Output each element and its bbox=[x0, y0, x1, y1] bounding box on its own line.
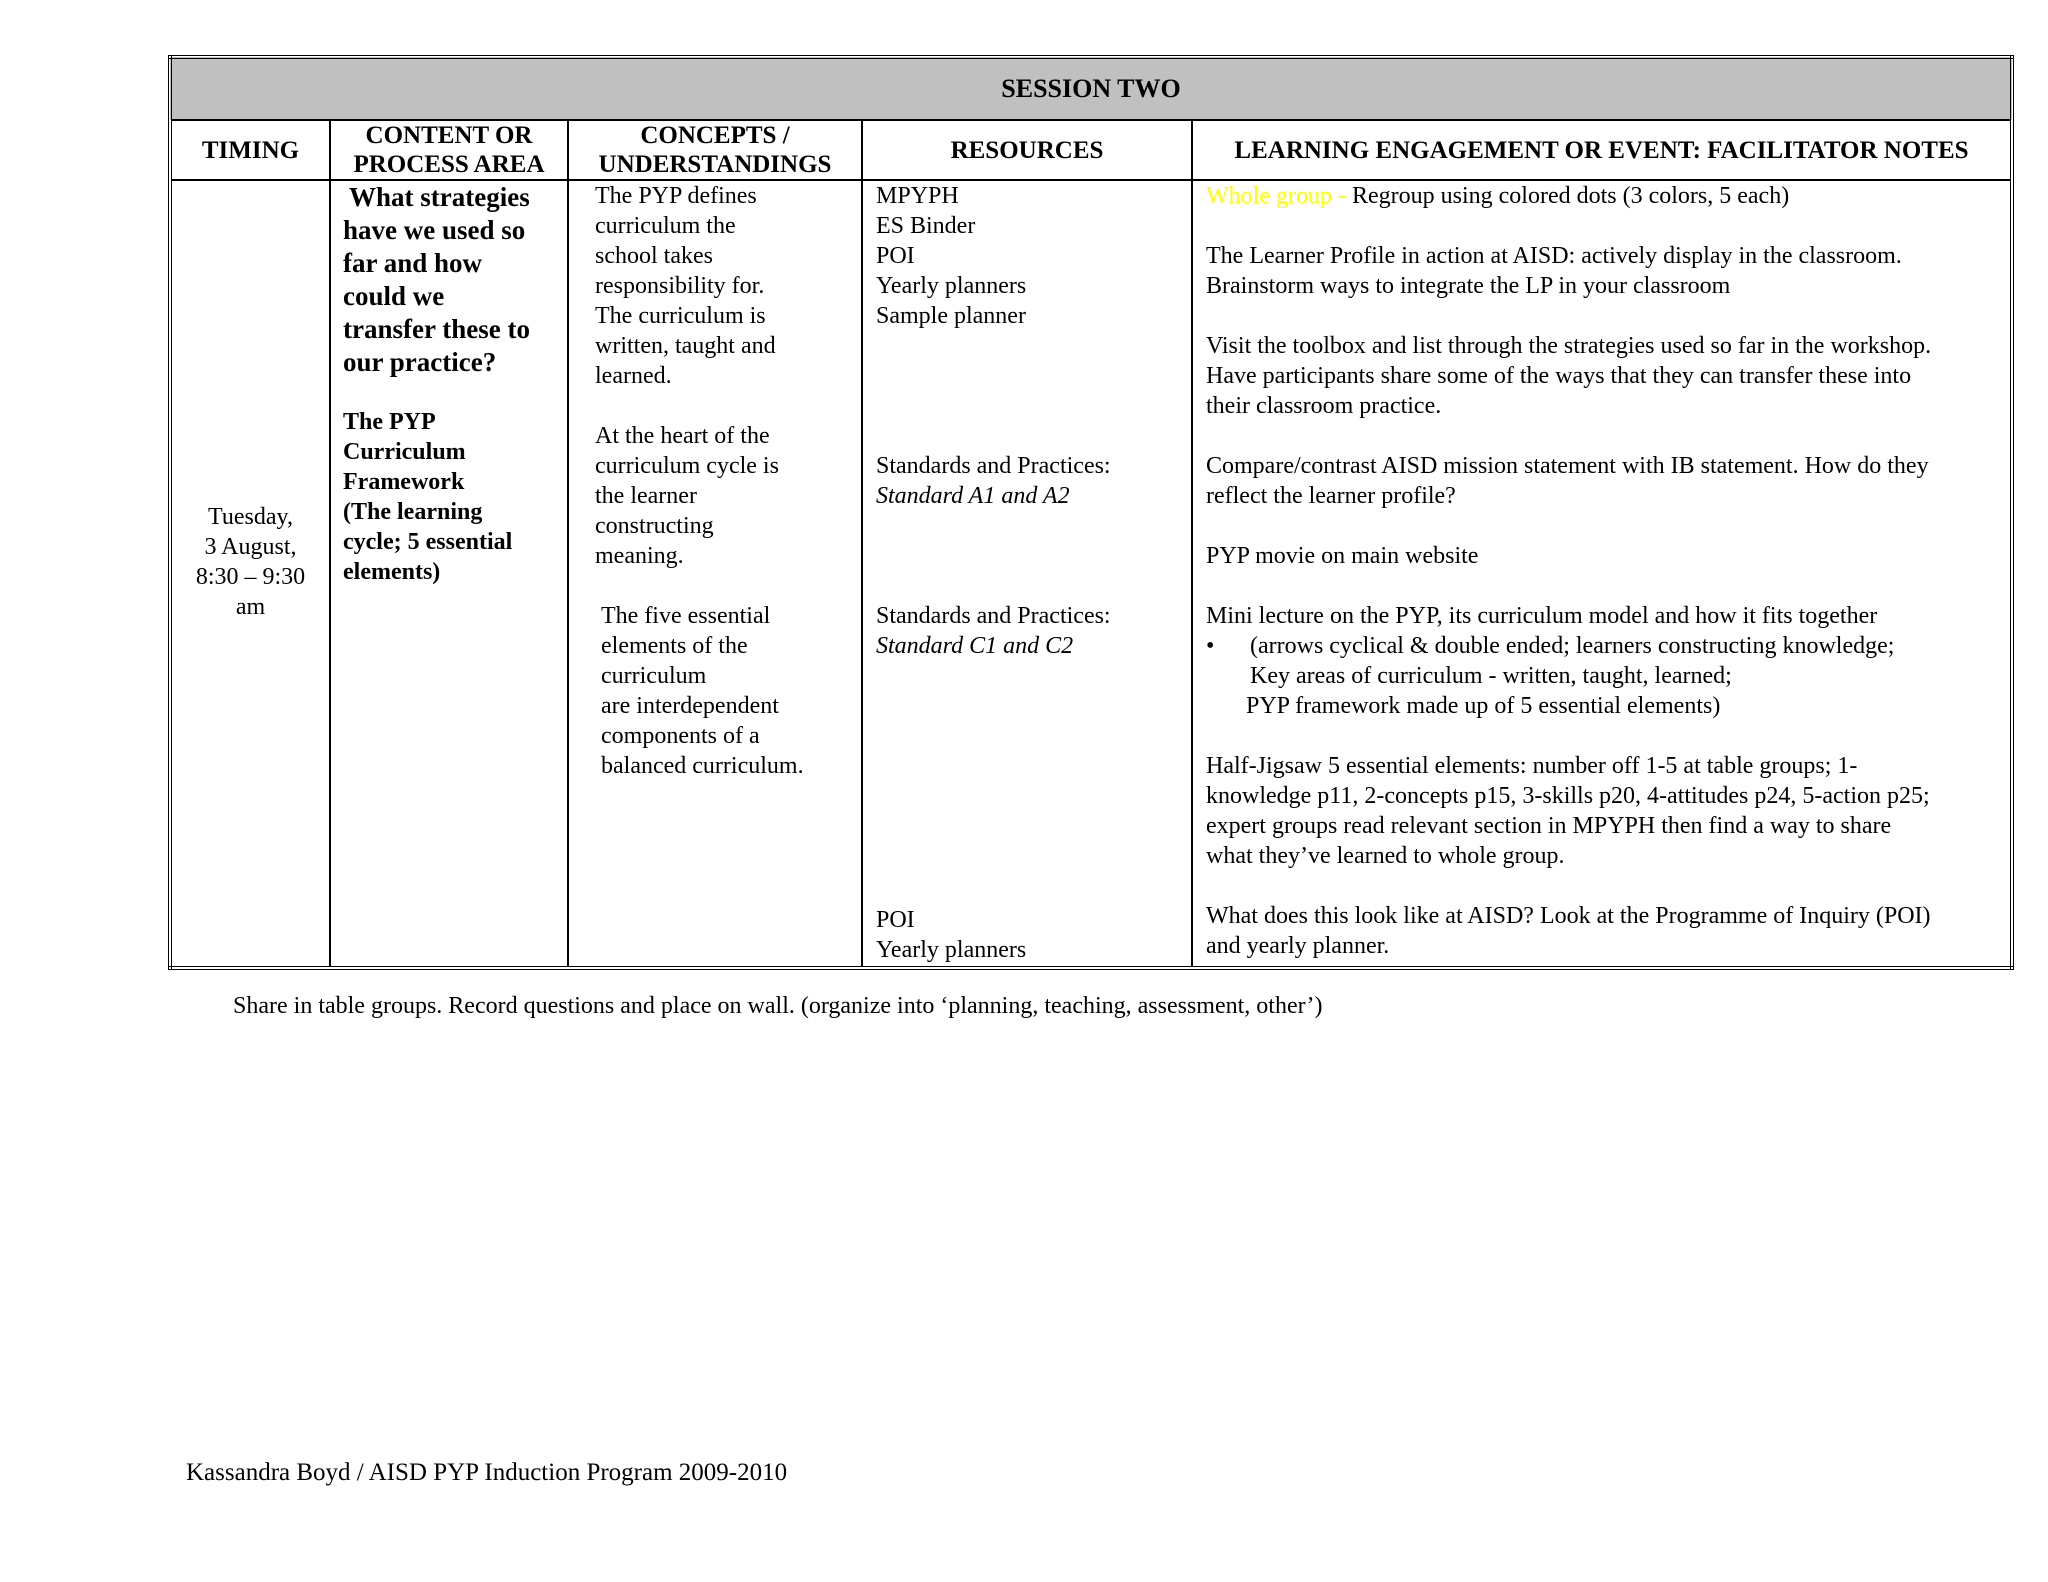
concepts-line: written, taught and bbox=[595, 333, 776, 359]
notes-text: Half-Jigsaw 5 essential elements: number off 1-5 at table groups; 1- bbox=[1206, 753, 1858, 779]
notes-text: their classroom practice. bbox=[1206, 393, 1442, 419]
notes-text: Have participants share some of the ways that they can transfer these into bbox=[1206, 363, 1912, 389]
concepts-line: curriculum the bbox=[595, 213, 736, 239]
concepts-line: The curriculum is bbox=[595, 303, 766, 329]
notes-text: Brainstorm ways to integrate the LP in your classroom bbox=[1206, 273, 1731, 299]
concepts-line: meaning. bbox=[595, 543, 684, 569]
content-question-line: have we used so bbox=[343, 215, 526, 245]
session-title: SESSION TWO bbox=[170, 57, 2012, 120]
resources-cell bbox=[862, 180, 1192, 968]
resource-item: Yearly planners bbox=[876, 273, 1027, 299]
notes-cell bbox=[1192, 180, 2012, 968]
standards-value: Standard C1 and C2 bbox=[876, 633, 1074, 659]
resource-item: MPYPH bbox=[876, 183, 959, 209]
header-content bbox=[330, 120, 568, 180]
content-framework-line: elements) bbox=[343, 559, 441, 585]
notes-text: What does this look like at AISD? Look at the Programme of Inquiry (POI) bbox=[1206, 903, 1931, 929]
bullet-icon: • bbox=[1206, 633, 1215, 659]
notes-bullet-line bbox=[1206, 631, 2000, 661]
notes-text: The Learner Profile in action at AISD: actively display in the classroom. bbox=[1206, 243, 1902, 269]
header-concepts-line1: CONCEPTS / bbox=[640, 122, 790, 149]
content-framework-line: (The learning bbox=[343, 499, 483, 525]
header-content-line1: CONTENT OR bbox=[365, 122, 533, 149]
concepts-block-2 bbox=[595, 421, 853, 571]
header-concepts-line2: UNDERSTANDINGS bbox=[598, 151, 832, 178]
notes-text: what they’ve learned to whole group. bbox=[1206, 843, 1565, 869]
header-resources: RESOURCES bbox=[862, 120, 1192, 180]
notes-toolbox bbox=[1206, 331, 2000, 421]
header-concepts bbox=[568, 120, 862, 180]
concepts-line: learned. bbox=[595, 363, 672, 389]
content-question-line: far and how bbox=[343, 248, 483, 278]
concepts-line: the learner bbox=[595, 483, 697, 509]
header-content-line2: PROCESS AREA bbox=[353, 151, 545, 178]
content-framework bbox=[343, 407, 557, 587]
standards-value: Standard A1 and A2 bbox=[876, 483, 1070, 509]
content-question-line: our practice? bbox=[343, 347, 497, 377]
concepts-line: The PYP defines bbox=[595, 183, 757, 209]
session-table bbox=[168, 55, 2014, 970]
resource-item: POI bbox=[876, 243, 915, 269]
resource-item: ES Binder bbox=[876, 213, 976, 239]
notes-text: Regroup using colored dots (3 colors, 5 each) bbox=[1351, 183, 1790, 209]
page-footer: Kassandra Boyd / AISD PYP Induction Program 2009-2010 bbox=[186, 1459, 788, 1486]
concepts-line: balanced curriculum. bbox=[601, 753, 804, 779]
notes-aisd bbox=[1206, 901, 2000, 961]
concepts-line: are interdependent bbox=[601, 693, 779, 719]
notes-text: and yearly planner. bbox=[1206, 933, 1390, 959]
concepts-line: constructing bbox=[595, 513, 714, 539]
timing-day: Tuesday, bbox=[208, 503, 293, 530]
concepts-line: curriculum bbox=[601, 663, 707, 689]
notes-regroup bbox=[1206, 181, 2000, 211]
resource-item: POI bbox=[876, 907, 915, 933]
content-framework-line: cycle; 5 essential bbox=[343, 529, 513, 555]
timing-time: 8:30 – 9:30 bbox=[195, 563, 306, 590]
standards-label: Standards and Practices: bbox=[876, 603, 1111, 629]
content-framework-line: The PYP bbox=[343, 409, 436, 435]
resources-standards-2 bbox=[876, 601, 1183, 661]
header-notes: LEARNING ENGAGEMENT OR EVENT: FACILITATOR NOTES bbox=[1192, 120, 2012, 180]
concepts-line: components of a bbox=[601, 723, 760, 749]
concepts-line: responsibility for. bbox=[595, 273, 765, 299]
notes-text: Visit the toolbox and list through the strategies used so far in the workshop. bbox=[1206, 333, 1932, 359]
resource-item: Sample planner bbox=[876, 303, 1026, 329]
content-question-line: transfer these to bbox=[343, 314, 530, 344]
notes-text: PYP framework made up of 5 essential elements) bbox=[1246, 693, 1721, 719]
share-note: Share in table groups. Record questions and place on wall. (organize into ‘planning, teaching, assessment, other’) bbox=[233, 993, 1323, 1019]
notes-lecture bbox=[1206, 601, 2000, 721]
concepts-line: At the heart of the bbox=[595, 423, 770, 449]
content-question bbox=[343, 181, 557, 379]
resources-list-1 bbox=[876, 181, 1183, 331]
notes-text: Mini lecture on the PYP, its curriculum model and how it fits together bbox=[1206, 603, 1878, 629]
whole-group-highlight: Whole group - bbox=[1206, 183, 1352, 209]
content-cell bbox=[330, 180, 568, 968]
content-framework-line: Curriculum bbox=[343, 439, 466, 465]
concepts-line: The five essential bbox=[601, 603, 771, 629]
content-framework-line: Framework bbox=[343, 469, 465, 495]
notes-movie: PYP movie on main website bbox=[1206, 543, 1479, 569]
standards-label: Standards and Practices: bbox=[876, 453, 1111, 479]
concepts-block-1 bbox=[595, 181, 853, 391]
concepts-line: curriculum cycle is bbox=[595, 453, 779, 479]
concepts-block-3 bbox=[595, 601, 853, 781]
notes-learner-profile bbox=[1206, 241, 2000, 301]
notes-text: Key areas of curriculum - written, taught, learned; bbox=[1250, 663, 1732, 689]
content-question-line: could we bbox=[343, 281, 445, 311]
notes-text: knowledge p11, 2-concepts p15, 3-skills p20, 4-attitudes p24, 5-action p25; bbox=[1206, 783, 1930, 809]
content-question-line: What strategies bbox=[349, 182, 530, 212]
notes-text: expert groups read relevant section in MPYPH then find a way to share bbox=[1206, 813, 1892, 839]
concepts-line: school takes bbox=[595, 243, 713, 269]
resource-item: Yearly planners bbox=[876, 937, 1027, 963]
header-timing: TIMING bbox=[170, 120, 330, 180]
timing-ampm: am bbox=[235, 593, 266, 620]
notes-jigsaw bbox=[1206, 751, 2000, 871]
timing-date: 3 August, bbox=[204, 533, 297, 560]
notes-compare bbox=[1206, 451, 2000, 511]
resources-standards-1 bbox=[876, 451, 1183, 511]
timing-cell bbox=[170, 180, 330, 968]
notes-text: reflect the learner profile? bbox=[1206, 483, 1456, 509]
concepts-line: elements of the bbox=[601, 633, 748, 659]
notes-text: (arrows cyclical & double ended; learners constructing knowledge; bbox=[1250, 633, 1895, 659]
notes-text: Compare/contrast AISD mission statement with IB statement. How do they bbox=[1206, 453, 1929, 479]
concepts-cell bbox=[568, 180, 862, 968]
resources-list-2 bbox=[876, 905, 1183, 965]
